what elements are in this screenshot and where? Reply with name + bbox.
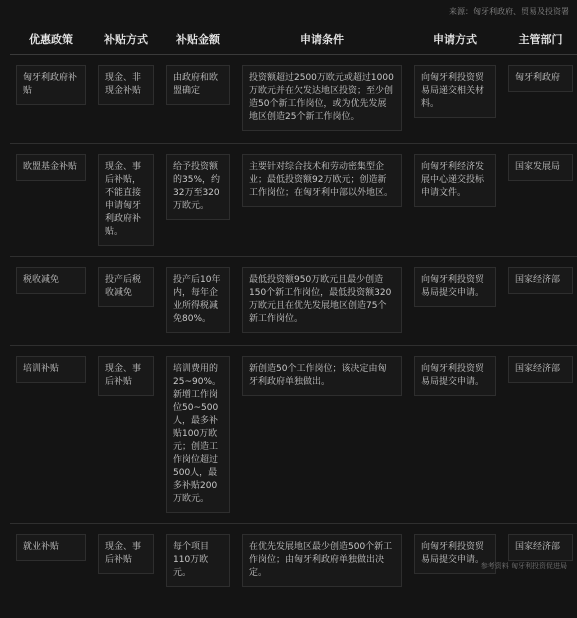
policy-table	[10, 24, 577, 618]
cell-dept: 国家经济部	[508, 267, 573, 294]
cell-policy: 匈牙利政府补贴	[16, 65, 86, 105]
cell-amount: 投产后10年内，每年企业所得税减免80%。	[166, 267, 230, 333]
col-method: 补贴方式	[92, 24, 160, 55]
cell-policy: 培训补贴	[16, 356, 86, 383]
cell-amount: 每个项目110万欧元。	[166, 534, 230, 587]
cell-policy: 就业补贴	[16, 534, 86, 561]
footer	[481, 561, 567, 571]
cell-condition: 主要针对综合技术和劳动密集型企业；最低投资额92万欧元；创造新工作岗位；在匈牙利中部以外地区。	[242, 154, 402, 207]
cell-amount: 培训费用的25~90%。新增工作岗位50~500人，最多补贴100万欧元；创造工作岗位超过500人，最多补贴200万欧元。	[166, 356, 230, 513]
source-note: 来源：匈牙利政府、贸易及投资署	[449, 6, 569, 17]
cell-amount: 给予投资额的35%，约32万至320万欧元。	[166, 154, 230, 220]
cell-method: 投产后税收减免	[98, 267, 154, 307]
col-apply: 申请方式	[408, 24, 502, 55]
col-amount: 补贴金额	[160, 24, 236, 55]
cell-method: 现金、事后补贴	[98, 356, 154, 396]
table-row	[10, 144, 577, 257]
table-row	[10, 346, 577, 524]
cell-apply: 向匈牙利经济发展中心递交投标申请文件。	[414, 154, 496, 207]
table-row	[10, 257, 577, 346]
cell-method: 现金、事后补贴，不能直接申请匈牙利政府补贴。	[98, 154, 154, 246]
cell-policy: 欧盟基金补贴	[16, 154, 86, 181]
cell-condition: 最低投资额950万欧元且最少创造150个新工作岗位，最低投资额320万欧元且在优先发展地区创造75个新工作岗位。	[242, 267, 402, 333]
cell-condition: 投资额超过2500万欧元或超过1000万欧元并在欠发达地区投资；至少创造50个新工作岗位，或为优先发展地区创造25个新工作岗位。	[242, 65, 402, 131]
cell-apply: 向匈牙利投资贸易局提交申请。	[414, 534, 496, 574]
footer-right: 匈牙利投资促进局	[511, 562, 567, 570]
col-dept: 主管部门	[502, 24, 577, 55]
cell-method: 现金、非现金补贴	[98, 65, 154, 105]
col-policy: 优惠政策	[10, 24, 92, 55]
cell-apply: 向匈牙利投资贸易局提交申请。	[414, 267, 496, 307]
cell-amount: 由政府和欧盟确定	[166, 65, 230, 105]
cell-policy: 税收减免	[16, 267, 86, 294]
cell-dept: 国家经济部	[508, 534, 573, 561]
cell-apply: 向匈牙利投资贸易局递交相关材料。	[414, 65, 496, 118]
col-condition: 申请条件	[236, 24, 408, 55]
table-row	[10, 55, 577, 144]
cell-dept: 匈牙利政府	[508, 65, 573, 92]
cell-dept: 国家经济部	[508, 356, 573, 383]
cell-apply: 向匈牙利投资贸易局提交申请。	[414, 356, 496, 396]
cell-method: 现金、事后补贴	[98, 534, 154, 574]
footer-left: 参考资料	[481, 562, 509, 570]
cell-condition: 新创造50个工作岗位；该决定由匈牙利政府单独做出。	[242, 356, 402, 396]
cell-dept: 国家发展局	[508, 154, 573, 181]
cell-condition: 在优先发展地区最少创造500个新工作岗位；由匈牙利政府单独做出决定。	[242, 534, 402, 587]
table-header-row	[10, 24, 577, 55]
